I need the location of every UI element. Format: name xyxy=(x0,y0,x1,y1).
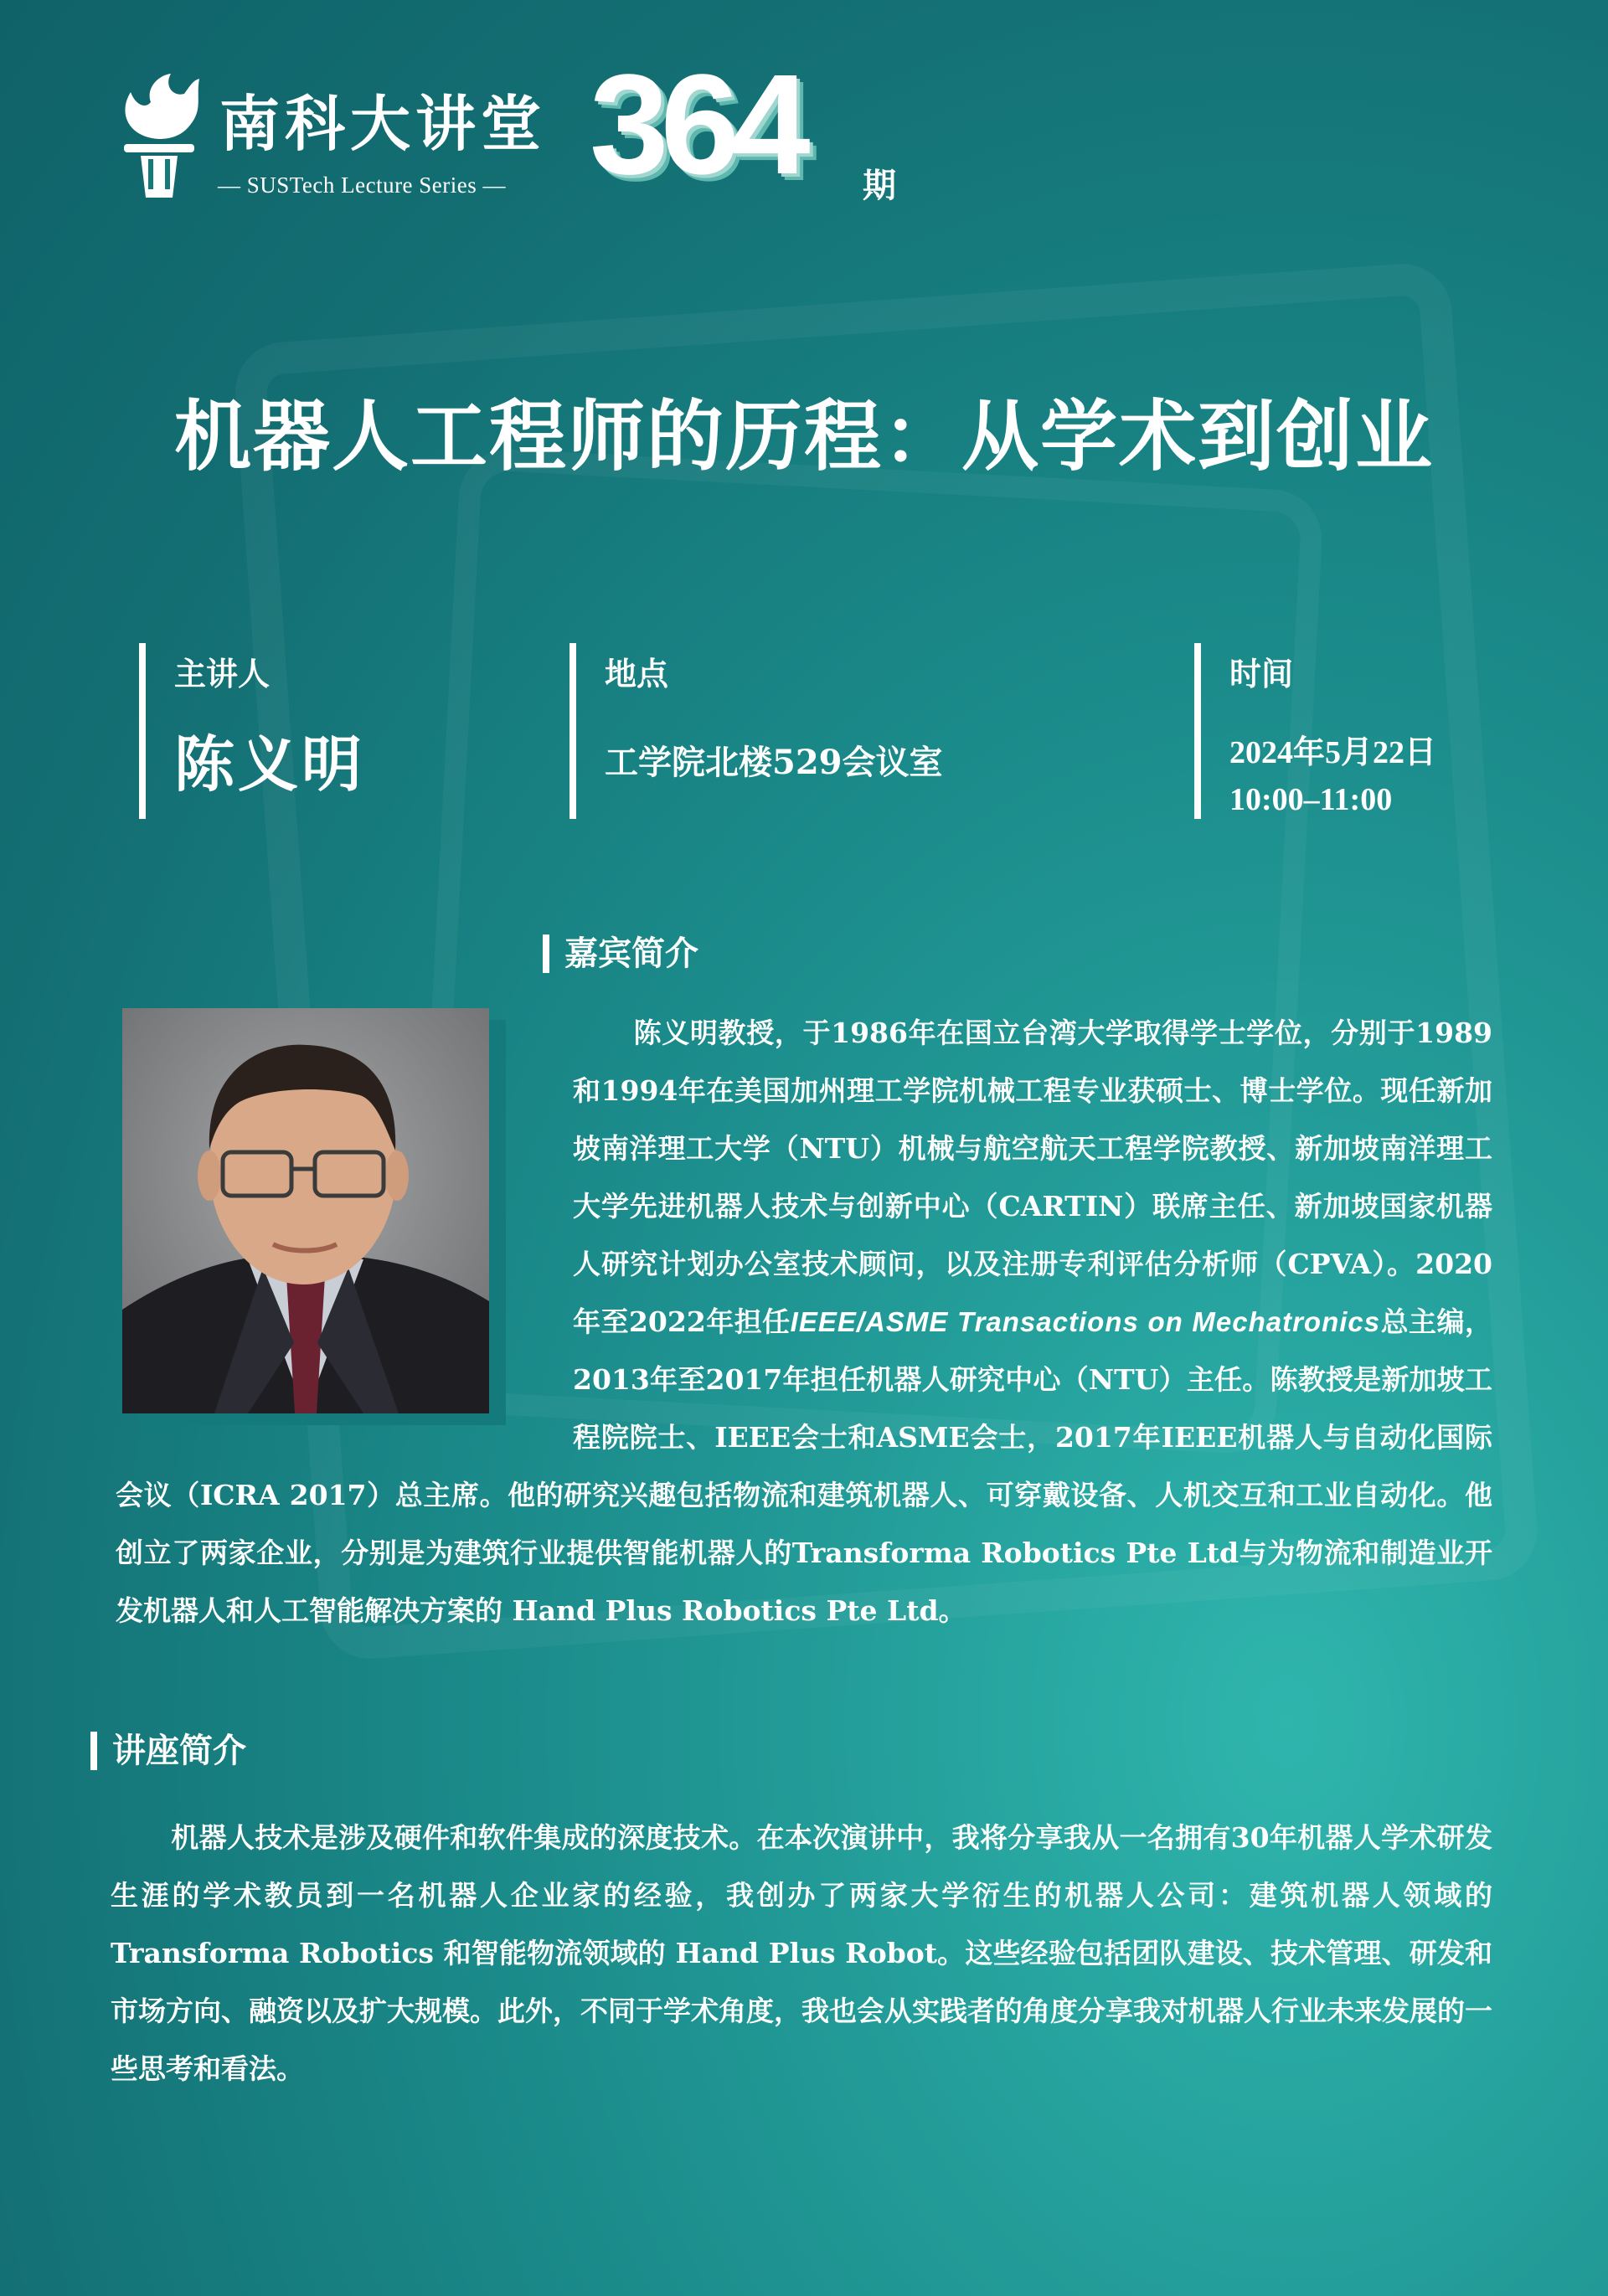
logo-chinese: 南科大讲堂 xyxy=(219,88,547,159)
lecture-text-block xyxy=(111,1809,1492,2098)
time-value: 10:00–11:00 xyxy=(1229,782,1393,817)
time-label: 时间 xyxy=(1229,656,1294,692)
issue-number: 364 xyxy=(590,45,802,204)
lecture-title: 机器人工程师的历程：从学术到创业 xyxy=(173,392,1434,481)
logo-english: — SUSTech Lecture Series — xyxy=(218,172,507,198)
lecture-heading: 讲座简介 xyxy=(90,1732,246,1770)
bio-text xyxy=(116,1004,1492,1640)
bio-journal: IEEE/ASME Transactions on Mechatronics xyxy=(790,1306,1381,1337)
photo-float-spacer xyxy=(116,1004,573,1416)
time-info xyxy=(1194,643,1436,819)
lecture-text: 机器人技术是涉及硬件和软件集成的深度技术。在本次演讲中，我将分享我从一名拥有30年机器人学术研发生涯的学术教员到一名机器人企业家的经验，我创办了两家大学衍生的机器人公司：建筑机器人领域的 Transforma Robotics 和智能物流领域的 Hand Plus Robot。这些经验包括团队建设、技术管理、研发和市场方向、融资以及扩大规模。此外，不同于学术角度，我也会从实践者的角度分享我对机器人行业未来发展的一些思考和看法。 xyxy=(111,1821,1492,2085)
issue-suffix: 期 xyxy=(863,167,896,205)
bio-text-part2: 总主编，2013年至2017年担任机器人研究中心（NTU）主任。陈教授是新加坡工程院院士、IEEE会士和ASME会士，2017年IEEE机器人与自动化国际会议（ICRA 2017）总主席。他的研究兴趣包括物流和建筑机器人、可穿戴设备、人机交互和工业自动化。他创立了两家企业，分别是为建筑行业提供智能机器人的Transforma Robotics Pte Ltd与为物流和制造业开发机器人和人工智能解决方案的 Hand Plus Robotics Pte Ltd。 xyxy=(116,1305,1492,1627)
speaker-info xyxy=(139,643,365,819)
venue-info xyxy=(570,643,943,819)
torch-logo-icon xyxy=(112,72,206,206)
date-value: 2024年5月22日 xyxy=(1229,735,1437,770)
bio-text-part1: 陈义明教授，于1986年在国立台湾大学取得学士学位，分别于1989和1994年在美国加州理工学院机械工程专业获硕士、博士学位。现任新加坡南洋理工大学（NTU）机械与航空航天工程学院教授、新加坡南洋理工大学先进机器人技术与创新中心（CARTIN）联席主任、新加坡国家机器人研究计划办公室技术顾问，以及注册专利评估分析师（CPVA）。2020年至2022年担任 xyxy=(573,1017,1492,1338)
speaker-label: 主讲人 xyxy=(174,656,271,692)
venue-value: 工学院北楼529会议室 xyxy=(605,743,943,782)
venue-label: 地点 xyxy=(605,656,669,692)
speaker-name: 陈义明 xyxy=(174,728,366,800)
bio-heading: 嘉宾简介 xyxy=(543,934,698,973)
